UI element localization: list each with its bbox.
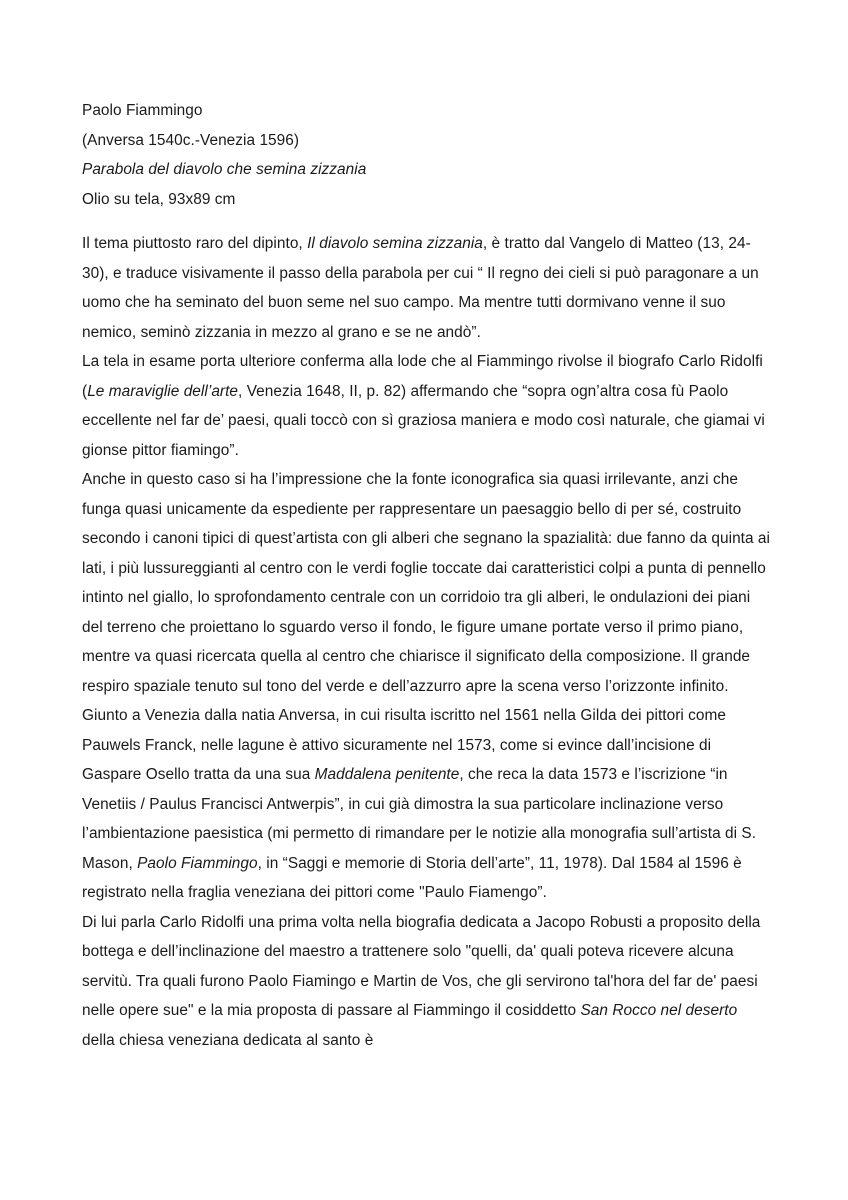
artwork-medium: Olio su tela, 93x89 cm [82,190,236,208]
text-run: , Venezia 1648, II, p. 82) affermando che “sopra ogn’altra cosa fù Paolo eccellente nel far de’ paesi, quali toccò con sì graziosa maniera e modo così naturale, che giamai vi gionse pittor fiamingo”. [82,382,765,459]
text-run: Il tema piuttosto raro del dipinto, [82,235,308,252]
italic-text-run: Maddalena penitente [314,766,460,783]
text-run: , è tratto dal Vangelo di Matteo (13, 24-30), e traduce visivamente il passo della parabola per cui “ Il regno dei cieli si può paragonare a un uomo che ha seminato del buon seme nel suo campo. Ma mentre tutti dormivano venne il suo nemico, seminò zizzania in mezzo al grano e se ne andò”. [82,235,759,341]
text-run: , in “Saggi e memorie di Storia dell’arte”, 11, 1978). Dal 1584 al 1596 è registrato nella fraglia veneziana dei pittori come "Paulo Fiamengo”. [82,854,742,901]
text-run: Anche in questo caso si ha l’impressione che la fonte iconografica sia quasi irrilevante, anzi che funga quasi unicamente da espediente per rappresentare un paesaggio bello di per sé, costruito secondo i canoni tipici di quest’artista con gli alberi che segnano la spazialità: due fanno da quinta ai lati, i più lussureggianti al centro con le verdi foglie toccate dai caratteristici colpi a punta di pennello intinto nel giallo, lo sprofondamento centrale con un corridoio tra gli alberi, le ondulazioni dei piani del terreno che proiettano lo sguardo verso il fondo, le figure umane portate verso il primo piano, mentre va quasi ricercata quella al centro che chiarisce il significato della composizione. Il grande respiro spaziale tenuto sul tono del verde e dell’azzurro apre la scena verso l’orizzonte infinito. [82,471,771,695]
artist-dates: (Anversa 1540c.-Venezia 1596) [82,131,300,149]
artist-name: Paolo Fiammingo [82,102,203,119]
text-run: La tela in esame porta ulteriore conferma alla lode che al Fiammingo rivolse il biografo Carlo Ridolfi ( [82,353,763,400]
text-run: , che reca la data 1573 e l’iscrizione “in Venetiis / Paulus Francisci Antwerpis”, in cui già dimostra la sua particolare inclinazione verso l’ambientazione paesistica (mi permetto di rimandare per le notizie alla monografia sull’artista di S. Mason, [82,766,757,872]
text-run: della chiesa veneziana dedicata al santo è [82,1031,374,1049]
artwork-title [82,155,772,185]
header-spacing [82,214,772,229]
body-paragraph [82,229,772,347]
body-text [82,229,772,1055]
artwork-title-text: Parabola del diavolo che semina zizzania [82,161,367,178]
document-page [82,96,772,1055]
body-paragraph [82,701,772,908]
italic-text-run: Il diavolo semina zizzania [307,235,483,252]
italic-text-run: Paolo Fiammingo [137,854,258,872]
italic-text-run: San Rocco nel deserto [580,1002,738,1019]
italic-text-run: Le maraviglie dell’arte [87,382,239,400]
body-paragraph [82,347,772,465]
artwork-header [82,96,772,214]
text-run: Di lui parla Carlo Ridolfi una prima volta nella biografia dedicata a Jacopo Robusti a proposito della bottega e dell’inclinazione del maestro a trattenere solo "quelli, da' quali poteva ricevere alcuna servitù. Tra quali furono Paolo Fiamingo e Martin de Vos, che gli servirono tal'hora del far de' paesi nelle opere sue" e la mia proposta di passare al Fiammingo il cosiddetto [82,913,761,1019]
body-paragraph [82,465,772,701]
text-run: Giunto a Venezia dalla natia Anversa, in cui risulta iscritto nel 1561 nella Gilda dei pittori come Pauwels Franck, nelle lagune è attivo sicuramente nel 1573, come si evince dall’incisione di Gaspare Osello tratta da una sua [82,707,727,783]
body-paragraph [82,908,772,1056]
